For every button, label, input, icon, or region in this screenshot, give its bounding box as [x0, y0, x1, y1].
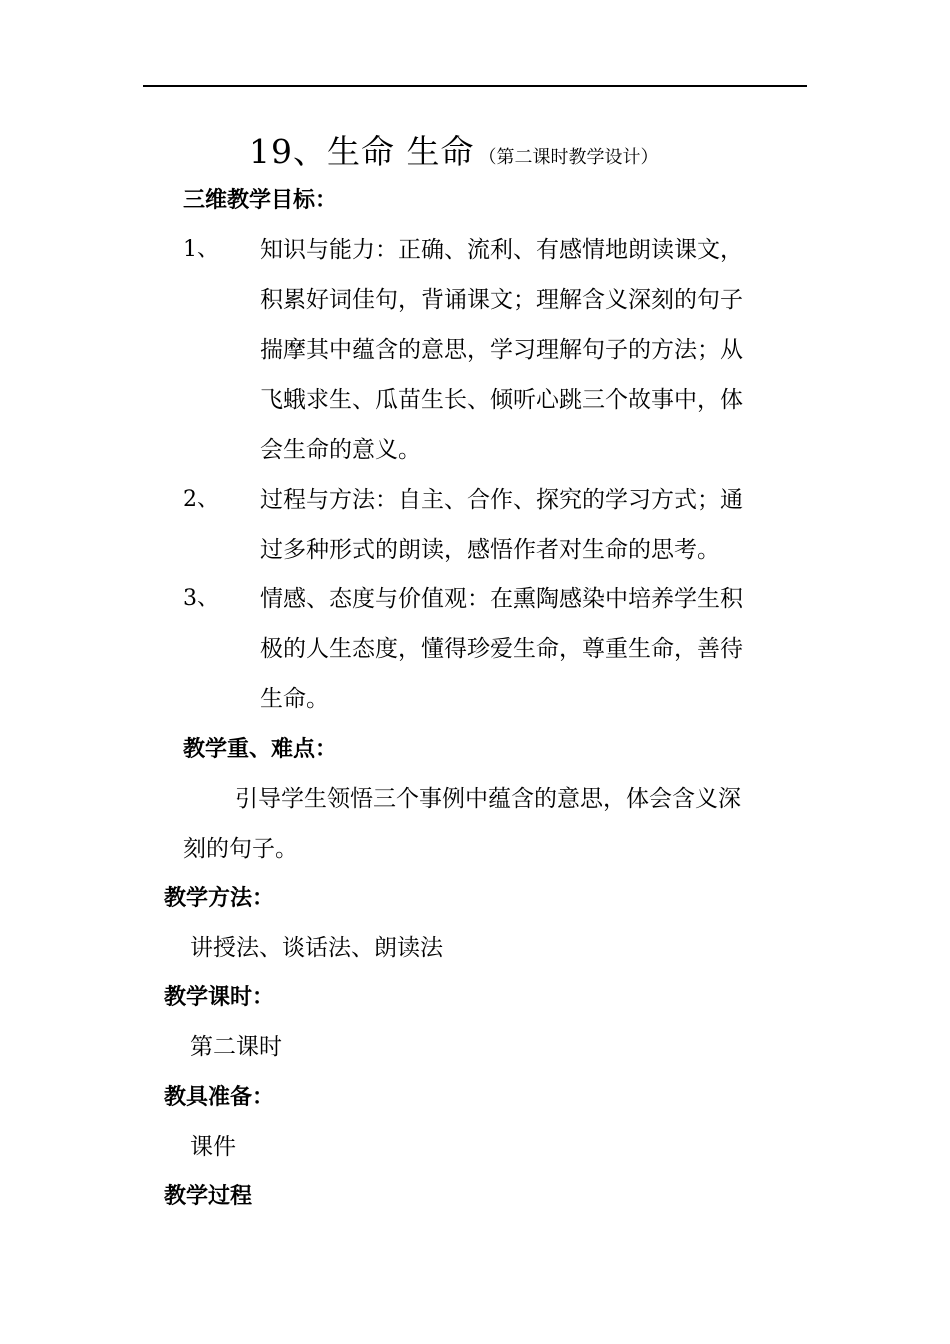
- goal-1-line-4: 飞蛾求生、瓜苗生长、倾听心跳三个故事中，体: [260, 387, 743, 413]
- top-rule: [143, 85, 807, 87]
- goal-number-1: 1、: [183, 237, 219, 262]
- goal-number-2: 2、: [183, 487, 219, 512]
- goal-2-line-1: 过程与方法：自主、合作、探究的学习方式；通: [260, 487, 743, 513]
- key-points-line-1: 引导学生领悟三个事例中蕴含的意思，体会含义深: [235, 786, 741, 812]
- method-heading: 教学方法：: [164, 886, 275, 911]
- goal-3-line-3: 生命。: [260, 686, 329, 712]
- period-text: 第二课时: [190, 1034, 282, 1060]
- title-note: （第二课时教学设计）: [478, 147, 659, 168]
- period-heading: 教学课时：: [164, 985, 275, 1010]
- title-main: 19、生命 生命: [249, 132, 475, 171]
- document-title: [249, 128, 658, 182]
- tools-text: 课件: [190, 1134, 236, 1160]
- goal-1-line-2: 积累好词佳句，背诵课文；理解含义深刻的句子: [260, 287, 743, 313]
- method-text: 讲授法、谈话法、朗读法: [190, 935, 443, 961]
- goal-1-line-5: 会生命的意义。: [260, 437, 421, 463]
- goals-heading: 三维教学目标：: [183, 188, 338, 213]
- process-heading: 教学过程: [164, 1184, 253, 1209]
- goal-2-line-2: 过多种形式的朗读，感悟作者对生命的思考。: [260, 537, 720, 563]
- goal-3-line-2: 极的人生态度，懂得珍爱生命，尊重生命，善待: [260, 636, 743, 662]
- key-points-line-2: 刻的句子。: [183, 836, 298, 862]
- key-points-heading: 教学重、难点：: [183, 737, 338, 762]
- goal-number-3: 3、: [183, 586, 219, 611]
- tools-heading: 教具准备：: [164, 1085, 275, 1110]
- goal-1-line-1: 知识与能力：正确、流利、有感情地朗读课文，: [260, 237, 743, 263]
- goal-1-line-3: 揣摩其中蕴含的意思，学习理解句子的方法；从: [260, 337, 743, 363]
- goal-3-line-1: 情感、态度与价值观：在熏陶感染中培养学生积: [260, 586, 743, 612]
